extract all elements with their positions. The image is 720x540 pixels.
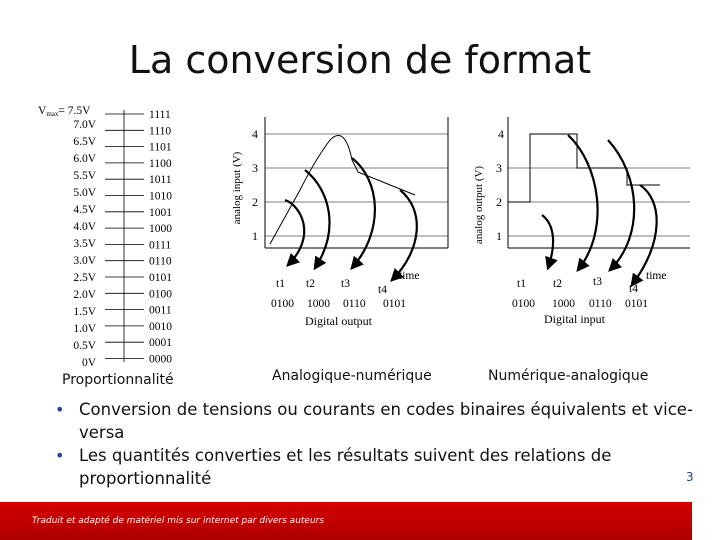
voltage-label: 5.0V: [73, 187, 96, 199]
code-label: 1110: [149, 125, 172, 138]
code-label: 0011: [149, 304, 172, 317]
adc-panel: [231, 117, 504, 328]
dac-time-t1: t1: [517, 278, 526, 290]
adc-time-t3: t3: [341, 278, 350, 290]
dac-ytick-1: 1: [496, 229, 502, 243]
voltage-code-scale: [38, 105, 172, 369]
code-label: 1000: [149, 223, 172, 236]
voltage-label: 2.5V: [73, 272, 96, 284]
bullet-text: Les quantités converties et les résultats suivent des relations de proportionnalité: [79, 446, 612, 488]
adc-x-label: Digital output: [305, 314, 372, 328]
voltage-labels: [73, 119, 96, 369]
dac-sample-arrow-t3: [608, 140, 634, 270]
bullet-list: [55, 398, 695, 490]
code-label: 1111: [149, 109, 171, 121]
slide-title: La conversion de format: [128, 38, 592, 82]
dac-sample-arrow-t1: [542, 215, 553, 268]
adc-time-t4: t4: [378, 284, 387, 296]
dac-time-t3: t3: [593, 276, 602, 288]
bullet-item: [55, 444, 695, 490]
dac-time-axis-label: time: [646, 270, 667, 282]
dac-sample-arrow-t2: [568, 135, 598, 270]
caption-numerique-analogique: Numérique-analogique: [488, 368, 649, 384]
voltage-label: 6.0V: [73, 153, 96, 165]
adc-code-3: 0110: [343, 298, 366, 310]
code-label: 0111: [149, 239, 172, 252]
footer-credit: Traduit et adapté de matériel mis sur internet par divers auteurs: [32, 516, 325, 526]
code-label: 0001: [149, 337, 172, 350]
bullet-dot-icon: •: [55, 400, 65, 419]
vmax-label: Vmax= 7.5V: [38, 105, 91, 118]
adc-analog-signal: [270, 136, 415, 245]
voltage-label: 3.5V: [73, 238, 96, 250]
dac-ytick-3: 3: [496, 161, 502, 175]
adc-time-axis-label: time: [399, 270, 420, 282]
dac-ytick-2: 2: [496, 195, 502, 209]
code-label: 1010: [149, 190, 172, 203]
code-label: 1100: [149, 157, 172, 170]
dac-code-2: 1000: [552, 298, 575, 310]
scale-tick-marks: [105, 110, 144, 362]
page-number: 3: [686, 470, 694, 484]
adc-ytick-4: 4: [252, 127, 258, 141]
adc-sample-arrow-t4: [392, 190, 420, 282]
adc-code-4: 0101: [383, 298, 406, 310]
adc-sample-arrow-t1: [285, 200, 304, 265]
adc-time-t1: t1: [276, 278, 285, 290]
caption-proportionnalite: Proportionnalité: [62, 372, 174, 388]
bullet-dot-icon: •: [55, 446, 65, 465]
voltage-label: 4.5V: [73, 204, 96, 216]
voltage-label: 1.5V: [73, 306, 96, 318]
code-label: 0010: [149, 320, 172, 333]
voltage-label: 4.0V: [73, 221, 96, 233]
voltage-label: 0.5V: [73, 340, 96, 352]
voltage-label: 7.0V: [73, 119, 96, 131]
bullet-item: [55, 398, 695, 444]
adc-right-tick-4: 4: [498, 127, 504, 141]
adc-time-t2: t2: [306, 278, 315, 290]
code-label: 1101: [149, 141, 172, 154]
voltage-label: 3.0V: [73, 255, 96, 267]
caption-analogique-numerique: Analogique-numérique: [272, 368, 432, 384]
dac-code-1: 0100: [512, 298, 535, 310]
dac-time-t2: t2: [553, 278, 562, 290]
adc-sample-arrow-t2: [305, 170, 329, 268]
adc-ytick-2: 2: [252, 195, 258, 209]
adc-y-label: analog input (V): [231, 151, 243, 225]
voltage-label: 2.0V: [73, 289, 96, 301]
adc-ytick-1: 1: [252, 229, 258, 243]
voltage-label: 0V: [81, 357, 96, 369]
voltage-label: 5.5V: [73, 170, 96, 182]
dac-code-4: 0101: [625, 298, 648, 310]
code-label: 1011: [149, 174, 172, 187]
code-label: 0100: [149, 288, 172, 301]
code-labels: [149, 109, 172, 366]
dac-x-label: Digital input: [544, 312, 605, 326]
code-label: 1001: [149, 206, 172, 219]
adc-code-2: 1000: [307, 298, 330, 310]
code-label: 0000: [149, 353, 172, 366]
bullet-text: Conversion de tensions ou courants en codes binaires équivalents et vice-versa: [79, 400, 693, 442]
code-label: 0110: [149, 255, 172, 268]
dac-y-label: analog output (V): [473, 165, 485, 245]
voltage-label: 6.5V: [73, 136, 96, 148]
dac-code-3: 0110: [589, 298, 612, 310]
adc-code-1: 0100: [271, 298, 294, 310]
dac-panel: [473, 117, 690, 326]
code-label: 0101: [149, 272, 172, 284]
dac-time-t4: t4: [629, 283, 638, 295]
voltage-label: 1.0V: [73, 323, 96, 335]
adc-ytick-3: 3: [252, 161, 258, 175]
